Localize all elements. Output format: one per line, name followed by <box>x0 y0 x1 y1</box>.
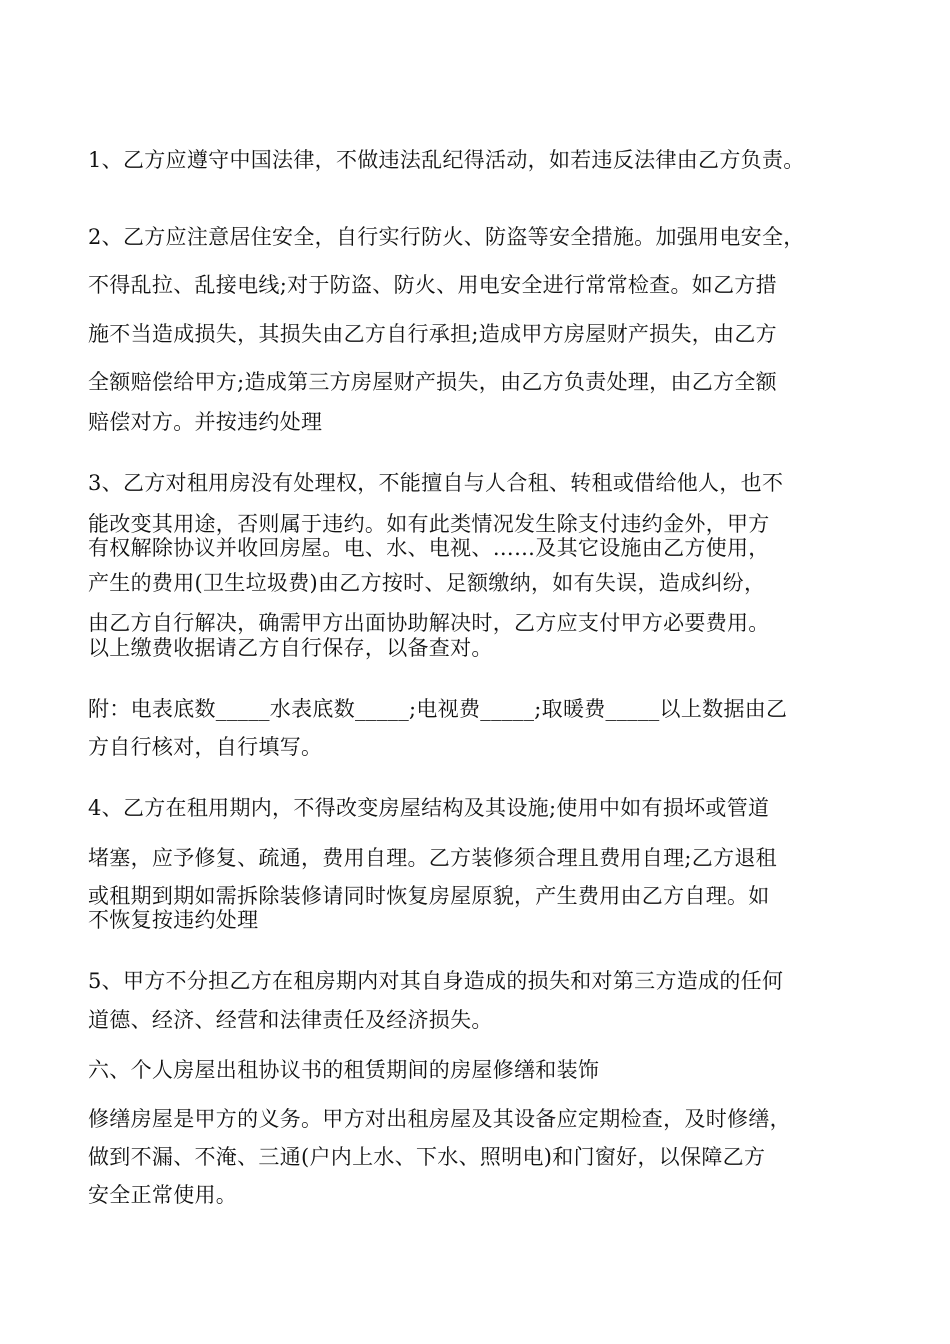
clause-5-line-1: 5、甲方不分担乙方在租房期内对其自身造成的损失和对第三方造成的任何 <box>88 969 784 993</box>
clause-2-line-1: 2、乙方应注意居住安全，自行实行防火、防盗等安全措施。加强用电安全， <box>88 225 805 249</box>
repair-line-3: 安全正常使用。 <box>88 1183 238 1207</box>
repair-line-1: 修缮房屋是甲方的义务。甲方对出租房屋及其设备应定期检查，及时修缮， <box>88 1107 791 1131</box>
clause-2-line-3: 施不当造成损失，其损失由乙方自行承担;造成甲方房屋财产损失，由乙方 <box>88 322 777 346</box>
clause-4-line-3: 或租期到期如需拆除装修请同时恢复房屋原貌，产生费用由乙方自理。如 <box>88 884 770 908</box>
clause-3-line-1: 3、乙方对租用房没有处理权，不能擅自与人合租、转租或借给他人，也不 <box>88 471 784 495</box>
clause-1-line-1: 1、乙方应遵守中国法律，不做违法乱纪得活动，如若违反法律由乙方负责。 <box>88 148 805 172</box>
appendix-line-2: 方自行核对，自行填写。 <box>88 735 323 759</box>
appendix-line-1: 附：电表底数_____水表底数_____;电视费_____;取暖费_____以上数据由乙 <box>88 697 788 721</box>
clause-3-line-6: 以上缴费收据请乙方自行保存，以备查对。 <box>88 636 493 660</box>
clause-3-line-4: 产生的费用(卫生垃圾费)由乙方按时、足额缴纳，如有失误，造成纠纷， <box>88 571 766 595</box>
clause-3-line-5: 由乙方自行解决，确需甲方出面协助解决时，乙方应支付甲方必要费用。 <box>88 611 770 635</box>
clause-4-line-2: 堵塞，应予修复、疏通，费用自理。乙方装修须合理且费用自理;乙方退租 <box>88 846 777 870</box>
repair-line-2: 做到不漏、不淹、三通(户内上水、下水、照明电)和门窗好，以保障乙方 <box>88 1145 766 1169</box>
clause-2-line-2: 不得乱拉、乱接电线;对于防盗、防火、用电安全进行常常检查。如乙方措 <box>88 273 777 297</box>
clause-4-line-1: 4、乙方在租用期内，不得改变房屋结构及其设施;使用中如有损坏或管道 <box>88 796 770 820</box>
clause-3-line-2: 能改变其用途，否则属于违约。如有此类情况发生除支付违约金外，甲方 <box>88 512 770 536</box>
clause-4-line-4: 不恢复按违约处理 <box>88 908 259 932</box>
clause-2-line-4: 全额赔偿给甲方;造成第三方房屋财产损失，由乙方负责处理，由乙方全额 <box>88 370 777 394</box>
section-heading: 六、个人房屋出租协议书的租赁期间的房屋修缮和装饰 <box>88 1058 600 1082</box>
clause-5-line-2: 道德、经济、经营和法律责任及经济损失。 <box>88 1008 493 1032</box>
clause-2-line-5: 赔偿对方。并按违约处理 <box>88 410 323 434</box>
clause-3-line-3: 有权解除协议并收回房屋。电、水、电视、……及其它设施由乙方使用， <box>88 536 770 560</box>
